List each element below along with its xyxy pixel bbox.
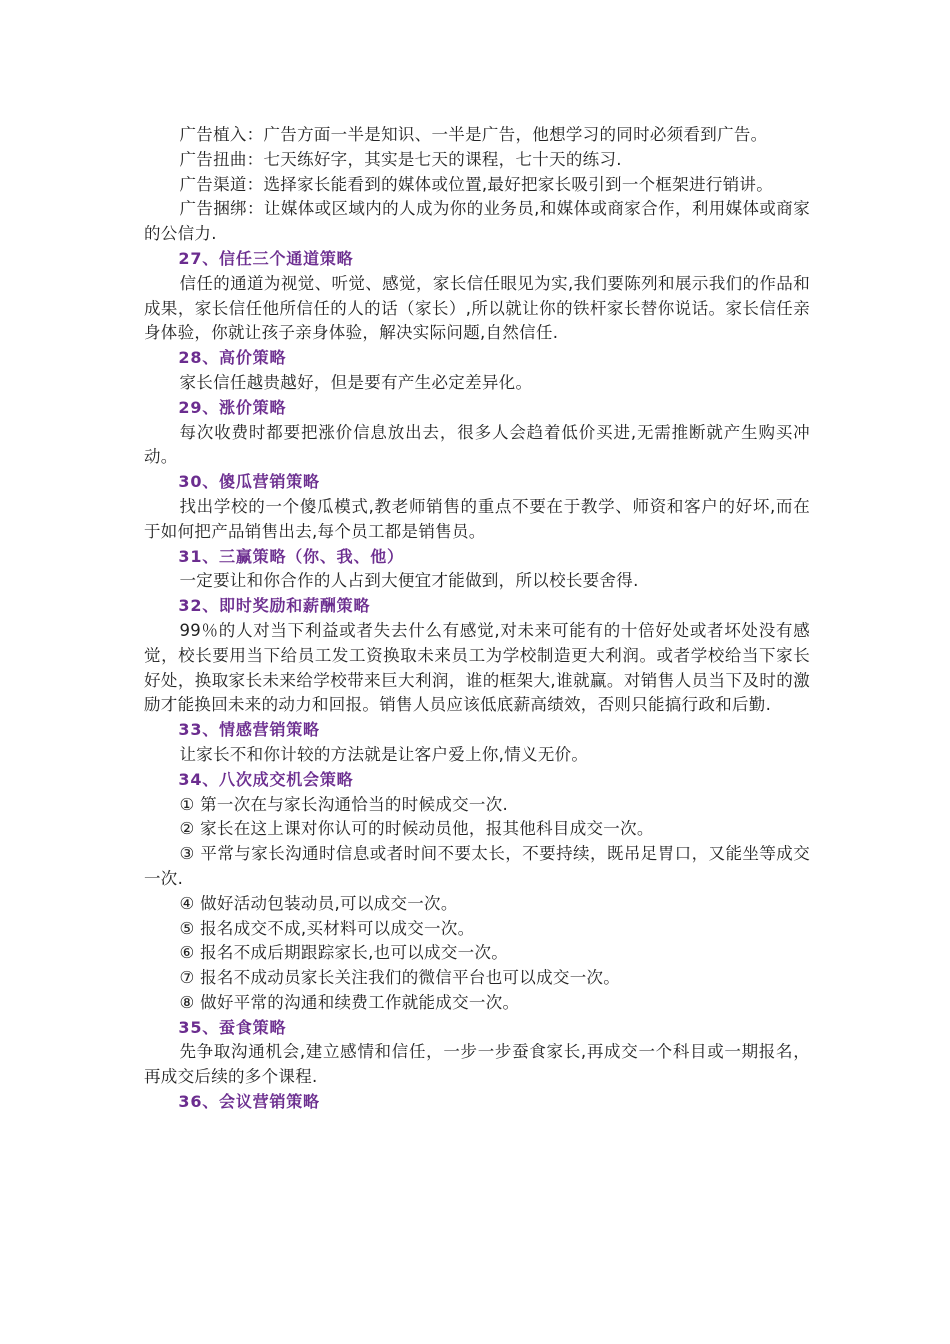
heading-35: 35、蚕食策略 xyxy=(178,1017,287,1037)
para-34-2: ② 家长在这上课对你认可的时候动员他，报其他科目成交一次。 xyxy=(179,819,654,839)
para-ad-bundle: 广告捆绑：让媒体或区域内的人成为你的业务员,和媒体或商家合作，利用媒体或商家的公信力. xyxy=(144,199,810,244)
para-34-1: ① 第一次在与家长沟通恰当的时候成交一次. xyxy=(179,794,509,814)
heading-27: 27、信任三个通道策略 xyxy=(178,248,354,268)
para-35: 先争取沟通机会,建立感情和信任，一步一步蚕食家长,再成交一个科目或一期报名，再成交后续的多个课程. xyxy=(144,1042,810,1087)
para-34-7: ⑦ 报名不成动员家长关注我们的微信平台也可以成交一次。 xyxy=(179,968,621,988)
heading-36: 36、会议营销策略 xyxy=(178,1092,320,1112)
para-34-3: ③ 平常与家长沟通时信息或者时间不要太长，不要持续，既吊足胃口，又能坐等成交一次. xyxy=(144,844,810,888)
heading-28: 28、高价策略 xyxy=(178,348,287,368)
document-page xyxy=(144,123,810,1115)
para-31: 一定要让和你合作的人占到大便宜才能做到，所以校长要舍得. xyxy=(179,571,639,591)
para-30: 找出学校的一个傻瓜模式,教老师销售的重点不要在于教学、师资和客户的好坏,而在于如何把产品销售出去,每个员工都是销售员。 xyxy=(144,496,810,541)
para-ad-channel: 广告渠道：选择家长能看到的媒体或位置,最好把家长吸引到一个框架进行销讲。 xyxy=(179,174,774,194)
para-ad-placement: 广告植入：广告方面一半是知识、一半是广告，他想学习的同时必须看到广告。 xyxy=(179,125,768,144)
heading-29: 29、涨价策略 xyxy=(178,397,287,417)
heading-34: 34、八次成交机会策略 xyxy=(178,769,354,789)
para-33: 让家长不和你计较的方法就是让客户爱上你,情义无价。 xyxy=(179,744,589,764)
para-34-5: ⑤ 报名成交不成,买材料可以成交一次。 xyxy=(179,918,475,938)
para-27: 信任的通道为视觉、听觉、感觉，家长信任眼见为实,我们要陈列和展示我们的作品和成果，家长信任他所信任的人的话（家长）,所以就让你的铁杆家长替你说话。家长信任亲身体验，你就让孩子亲身体验，解决实际问题,自然信任. xyxy=(144,273,810,343)
para-ad-twist: 广告扭曲：七天练好字，其实是七天的课程，七十天的练习. xyxy=(179,149,622,169)
heading-32: 32、即时奖励和薪酬策略 xyxy=(178,596,371,616)
para-34-6: ⑥ 报名不成后期跟踪家长,也可以成交一次。 xyxy=(179,943,509,963)
heading-30: 30、傻瓜营销策略 xyxy=(178,472,320,492)
para-34-4: ④ 做好活动包装动员,可以成交一次。 xyxy=(179,893,458,913)
para-32: 99％的人对当下利益或者失去什么有感觉,对未来可能有的十倍好处或者坏处没有感觉，校长要用当下给员工发工资换取未来员工为学校制造更大利润。或者学校给当下家长好处，换取家长未来给学校带来巨大利润，谁的框架大,谁就赢。对销售人员当下及时的激励才能换回未来的动力和回报。销售人员应该低底薪高绩效，否则只能搞行政和后勤. xyxy=(144,620,810,715)
para-29: 每次收费时都要把涨价信息放出去，很多人会趋着低价买进,无需推断就产生购买冲动。 xyxy=(144,422,810,467)
heading-31: 31、三赢策略（你、我、他） xyxy=(178,546,404,566)
heading-33: 33、情感营销策略 xyxy=(178,720,320,740)
para-28: 家长信任越贵越好，但是要有产生必定差异化。 xyxy=(179,372,533,392)
para-34-8: ⑧ 做好平常的沟通和续费工作就能成交一次。 xyxy=(179,992,520,1012)
